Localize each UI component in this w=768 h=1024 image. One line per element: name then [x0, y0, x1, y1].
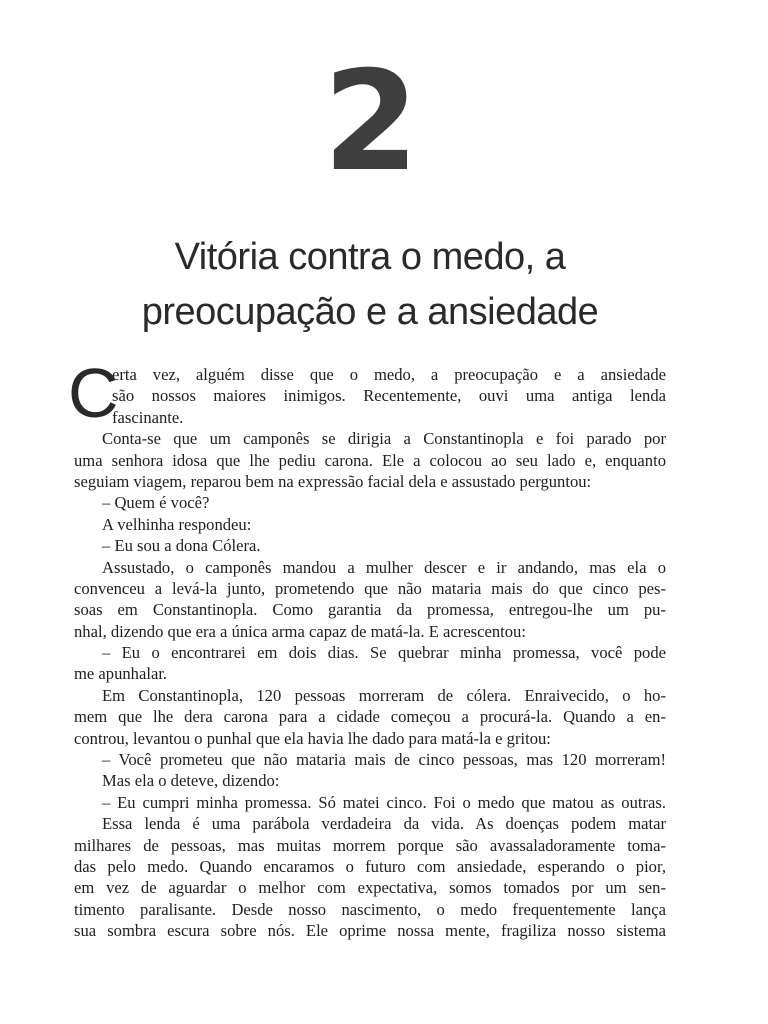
text-line: – Eu sou a dona Cólera. [102, 536, 261, 556]
text-line: Em Constantinopla, 120 pessoas morreram de cólera. Enraivecido, o ho- [102, 685, 666, 705]
text-line: convenceu a levá-la junto, prometendo que não mataria mais do que cinco pes- [74, 578, 666, 598]
paragraph-1 [68, 354, 666, 432]
text-line: me apunhalar. [74, 664, 168, 684]
text-line: A velhinha respondeu: [102, 514, 252, 534]
text-line: Conta-se que um camponês se dirigia a Constantinopla e foi parado por [102, 429, 666, 449]
drop-cap: C [68, 354, 119, 432]
chapter-title [0, 230, 740, 340]
text-line: milhares de pessoas, mas muitas morrem porque são avassaladoramente toma- [74, 835, 666, 855]
chapter-title-line-1: Vitória contra o medo, a [174, 236, 566, 278]
text-line: Essa lenda é uma parábola verdadeira da vida. As doenças podem matar [102, 814, 666, 834]
text-line: das pelo medo. Quando encaramos o futuro com ansiedade, esperando o pior, [74, 856, 666, 876]
chapter-number: 2 [322, 41, 418, 202]
text-line: fascinante. [112, 407, 184, 427]
text-line: sua sombra escura sobre nós. Ele oprime nossa mente, fragiliza nosso sistema [74, 921, 666, 941]
text-line: controu, levantou o punhal que ela havia lhe dado para matá-la e gritou: [74, 728, 551, 748]
text-line: soas em Constantinopla. Como garantia da promessa, entregou-lhe um pu- [74, 600, 666, 620]
text-line: seguiam viagem, reparou bem na expressão facial dela e assustado perguntou: [74, 471, 592, 491]
text-line: mem que lhe dera carona para a cidade começou a procurá-la. Quando a en- [74, 707, 666, 727]
text-line: Assustado, o camponês mandou a mulher descer e ir andando, mas ela o [102, 557, 666, 577]
text-line: – Quem é você? [102, 493, 210, 513]
text-line: uma senhora idosa que lhe pediu carona. Ele a colocou ao seu lado e, enquanto [74, 450, 666, 470]
text-line: são nossos maiores inimigos. Recentemente, ouvi uma antiga lenda [112, 386, 666, 406]
chapter-title-line-2: preocupação e a ansiedade [141, 291, 599, 333]
text-line: erta vez, alguém disse que o medo, a preocupação e a ansiedade [112, 365, 666, 384]
text-line: nhal, dizendo que era a única arma capaz de matá-la. E acrescentou: [74, 621, 526, 641]
text-line: em vez de aguardar o melhor com expectativa, somos tomados por um sen- [74, 878, 666, 898]
text-line: – Você prometeu que não mataria mais de cinco pessoas, mas 120 morreram! [102, 750, 666, 770]
text-line: timento paralisante. Desde nosso nascimento, o medo frequentemente lança [74, 899, 666, 919]
text-line: – Eu o encontrarei em dois dias. Se quebrar minha promessa, você pode [102, 643, 666, 663]
text-line: Mas ela o deteve, dizendo: [102, 771, 280, 791]
body-text [68, 354, 666, 942]
text-line: – Eu cumpri minha promessa. Só matei cinco. Foi o medo que matou as outras. [102, 792, 666, 812]
